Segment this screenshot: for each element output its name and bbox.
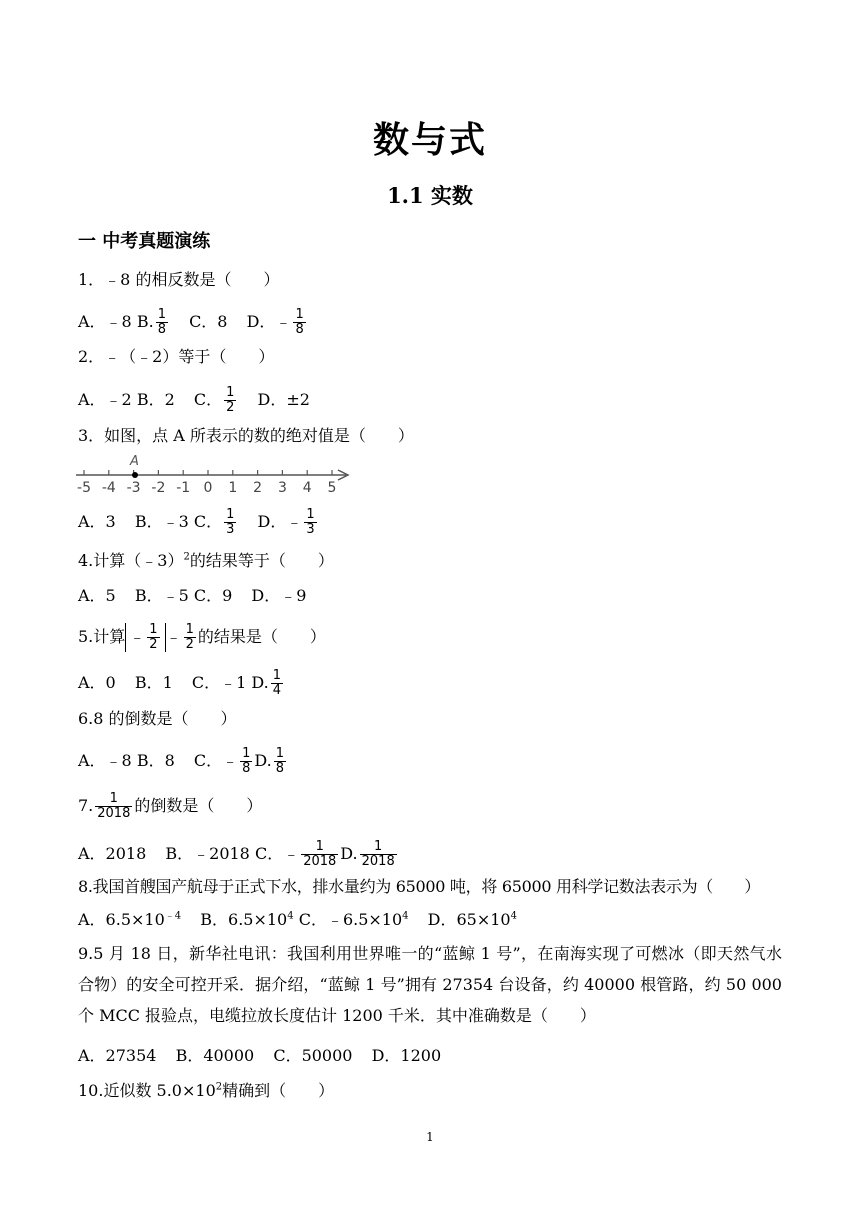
question-3-stem: 3．如图，点 A 所表示的数的绝对值是（ ） — [78, 426, 414, 445]
option-d: D．﹣ — [246, 312, 292, 331]
fraction: $\frac{1}{8}$ — [275, 746, 285, 776]
option-a: A．27354 — [78, 1046, 157, 1065]
option-c: C．﹣ — [254, 844, 300, 863]
option-c: C． — [193, 390, 223, 409]
option-d: D. — [251, 673, 269, 692]
question-6-stem: 6.8 的倒数是（ ） — [78, 709, 237, 728]
option-a: A．$6.5\times 10^{﹣4}$ — [78, 910, 182, 929]
point-a-label: A — [130, 454, 139, 469]
number-line-tick-label: 4 — [302, 480, 312, 496]
number-line-tick-label: 5 — [327, 480, 337, 496]
option-c: C． — [193, 512, 223, 531]
absolute-value: ﹣ $\frac{1}{2}$ — [125, 623, 165, 652]
section-heading: 一 中考真题演练 — [78, 231, 211, 252]
number-line-tick-label: -5 — [77, 480, 91, 496]
option-d: D．﹣ — [257, 512, 303, 531]
question-2-stem: 2．﹣（﹣2）等于（ ） — [78, 347, 275, 366]
fraction: $\frac{1}{4}$ — [272, 668, 282, 698]
option-b: B．8 — [136, 751, 175, 770]
option-d: D. — [340, 844, 358, 863]
option-a: A．﹣2 — [78, 390, 132, 409]
question-1-stem: 1．﹣8 的相反数是（ ） — [78, 270, 280, 289]
fraction: $\frac{1}{2018}$ — [97, 791, 131, 821]
question-4-stem: 4.计算（﹣3）$^2$的结果等于（ ） — [78, 551, 334, 570]
fraction: $\frac{1}{3}$ — [226, 507, 235, 537]
question-5-stem: 5.计算 ﹣ $\frac{1}{2}$ ﹣ $\frac{1}{2}$ 的结果是（ ） — [78, 622, 326, 652]
point-a-marker — [132, 472, 138, 478]
option-b: B．1 — [134, 673, 173, 692]
option-a: A．0 — [78, 673, 116, 692]
option-a: A．﹣8 — [78, 312, 132, 331]
option-b: B．﹣3 — [134, 512, 189, 531]
fraction: $\frac{1}{8}$ — [295, 307, 304, 337]
question-7-options — [78, 840, 399, 869]
question-9-stem: 9.5 月 18 日，新华社电讯：我国利用世界唯一的“蓝鲸 1 号”，在南海实现了可燃冰（即天然气水合物）的安全可控开采．据介绍，“蓝鲸 1 号”拥有 27354 台设备，约 40000 根管路，约 50 000 个 MCC 报验点，电缆拉放长度估计 1200 千米．其中准确数是（ ） — [78, 944, 782, 1025]
question-8-options — [78, 910, 517, 930]
question-4-options — [78, 586, 306, 606]
question-6-options — [78, 747, 288, 776]
option-d: D．±2 — [257, 390, 310, 409]
fraction: $\frac{1}{8}$ — [242, 746, 251, 776]
fraction: $\frac{1}{8}$ — [157, 307, 166, 337]
number-line-tick-label: 0 — [203, 480, 213, 496]
option-d: D. — [254, 751, 272, 770]
number-line-tick-label: 3 — [277, 480, 287, 496]
fraction: $\frac{1}{2}$ — [226, 385, 235, 415]
option-b: B．2 — [136, 390, 175, 409]
option-d: D．1200 — [371, 1046, 442, 1065]
option-b: B．40000 — [175, 1046, 255, 1065]
number-line-tick-label: 2 — [253, 480, 263, 496]
number-line-figure — [74, 454, 358, 498]
page-title: 数与式 — [372, 119, 487, 161]
question-7-stem: 7. $\frac{1}{2018}$ 的倒数是（ ） — [78, 791, 263, 821]
option-c: C．$﹣6.5\times 10^4$ — [298, 910, 409, 929]
question-2-options — [78, 386, 310, 415]
question-5-options — [78, 669, 285, 698]
option-c: C．﹣ — [193, 751, 239, 770]
number-line-tick-label: -2 — [151, 480, 166, 496]
number-line-tick-label: -1 — [176, 480, 191, 496]
option-a: A．﹣8 — [78, 751, 132, 770]
number-line-tick-label: 1 — [228, 480, 238, 496]
number-line-tick-label: -4 — [101, 480, 116, 496]
question-9-options — [78, 1046, 441, 1066]
option-d: D．$65\times 10^4$ — [427, 910, 517, 929]
fraction: $\frac{1}{3}$ — [306, 507, 315, 537]
page-number: 1 — [426, 1130, 434, 1144]
section-subtitle: 1.1 实数 — [387, 183, 473, 208]
option-a: A．5 — [78, 586, 116, 605]
option-c: C．9 — [193, 586, 233, 605]
option-a: A．2018 — [78, 844, 147, 863]
option-d: D．﹣9 — [251, 586, 307, 605]
option-c: C．50000 — [273, 1046, 353, 1065]
option-b: B．﹣5 — [134, 586, 189, 605]
option-b: B. — [136, 312, 154, 331]
question-1-options — [78, 308, 308, 337]
question-10-stem: 10.近似数 $5.0\times 10^2$精确到（ ） — [78, 1081, 335, 1100]
question-8-stem: 8.我国首艘国产航母于正式下水，排水量约为 65000 吨，将 65000 用科学记数法表示为（ ） — [78, 877, 761, 896]
option-c: C．8 — [189, 312, 228, 331]
fraction: $\frac{1}{2018}$ — [361, 839, 395, 869]
fraction: $\frac{1}{2}$ — [185, 622, 194, 652]
number-line-tick-label: -3 — [126, 480, 141, 496]
option-b: B．﹣2018 — [165, 844, 250, 863]
fraction: $\frac{1}{2018}$ — [303, 839, 337, 869]
question-3-options — [78, 508, 319, 537]
option-a: A．3 — [78, 512, 116, 531]
option-c: C．﹣1 — [191, 673, 247, 692]
option-b: B．$6.5\times 10^4$ — [200, 910, 294, 929]
